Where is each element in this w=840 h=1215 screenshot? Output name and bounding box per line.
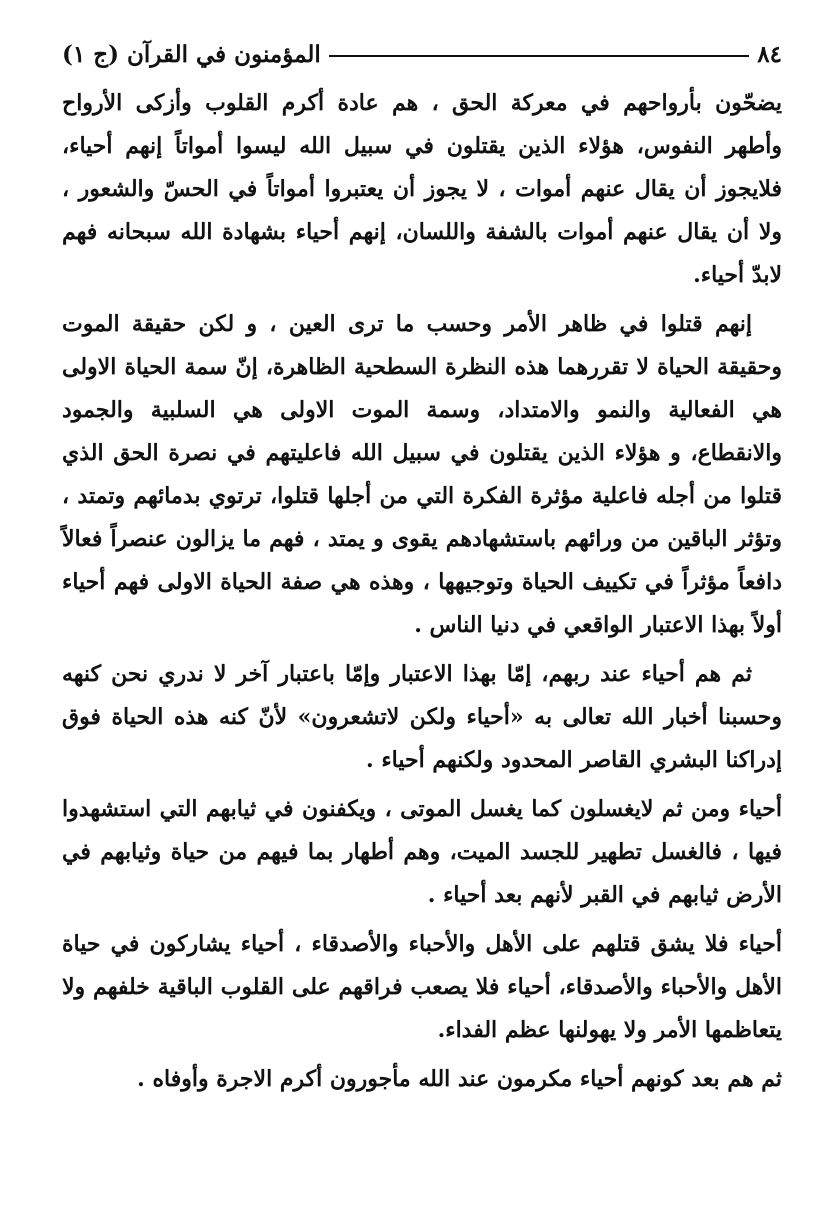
paragraph: أحياء فلا يشق قتلهم على الأهل والأحباء والأصدقاء ، أحياء يشاركون في حياة الأهل والأحباء والأصدقاء، أحياء فلا يصعب فراقهم على القلوب الباقية خلفهم ولا يتعاظمها الأمر ولا يهولنها عظم الفداء. [62,931,782,1043]
paragraph: ثم هم بعد كونهم أحياء مكرمون عند الله مأجورون أكرم الاجرة وأوفاه . [137,1066,782,1092]
page-number: ٨٤ [757,40,782,68]
paragraph: يضحّون بأرواحهم في معركة الحق ، هم عادة أكرم القلوب وأزكى الأرواح وأطهر النفوس، هؤلاء الذين يقتلون في سبيل الله ليسوا أمواتاً إنهم أحياء، فلايجوز أن يقال عنهم أموات ، لا يجوز أن يعتبروا أمواتاً في الحسّ والشعور ، ولا أن يقال عنهم أموات بالشفة واللسان، إنهم أحياء بشهادة الله سبحانه فهم لابدّ أحياء. [62,90,783,288]
header-rule [329,55,749,57]
paragraph: أحياء ومن ثم لايغسلون كما يغسل الموتى ، ويكفنون في ثيابهم التي استشهدوا فيها ، فالغسل تطهير للجسد الميت، وهم أطهار بما فيهم من حياة وثيابهم في الأرض ثيابهم في القبر لأنهم بعد أحياء . [62,796,782,908]
page-header [62,34,782,74]
paragraph: إنهم قتلوا في ظاهر الأمر وحسب ما ترى العين ، و لكن حقيقة الموت وحقيقة الحياة لا تقررهما هذه النظرة السطحية الظاهرة، إنّ سمة الحياة الاولى هي الفعالية والنمو والامتداد، وسمة الموت الاولى هي السلبية والجمود والانقطاع، و هؤلاء الذين يقتلون في سبيل الله فاعليتهم في نصرة الحق الذي قتلوا من أجله فاعلية مؤثرة الفكرة التي من أجلها قتلوا، ترتوي بدمائهم وتمتد ، وتؤثر الباقين من ورائهم باستشهادهم يقوى و يمتد ، فهم ما يزالون عنصراً فعالاً دافعاً مؤثراً في تكييف الحياة وتوجيهها ، وهذه هي صفة الحياة الاولى فهم أحياء أولاً بهذا الاعتبار الواقعي في دنيا الناس . [62,311,782,638]
paragraph: ثم هم أحياء عند ربهم، إمّا بهذا الاعتبار وإمّا باعتبار آخر لا ندري نحن كنهه وحسبنا أخبار الله تعالى به «أحياء ولكن لاتشعرون» لأنّ كنه هذه الحياة فوق إدراكنا البشري القاصر المحدود ولكنهم أحياء . [62,661,782,773]
body-text [62,82,782,1101]
book-page [62,34,782,1107]
running-title: المؤمنون في القرآن (ج ١) [62,40,321,68]
